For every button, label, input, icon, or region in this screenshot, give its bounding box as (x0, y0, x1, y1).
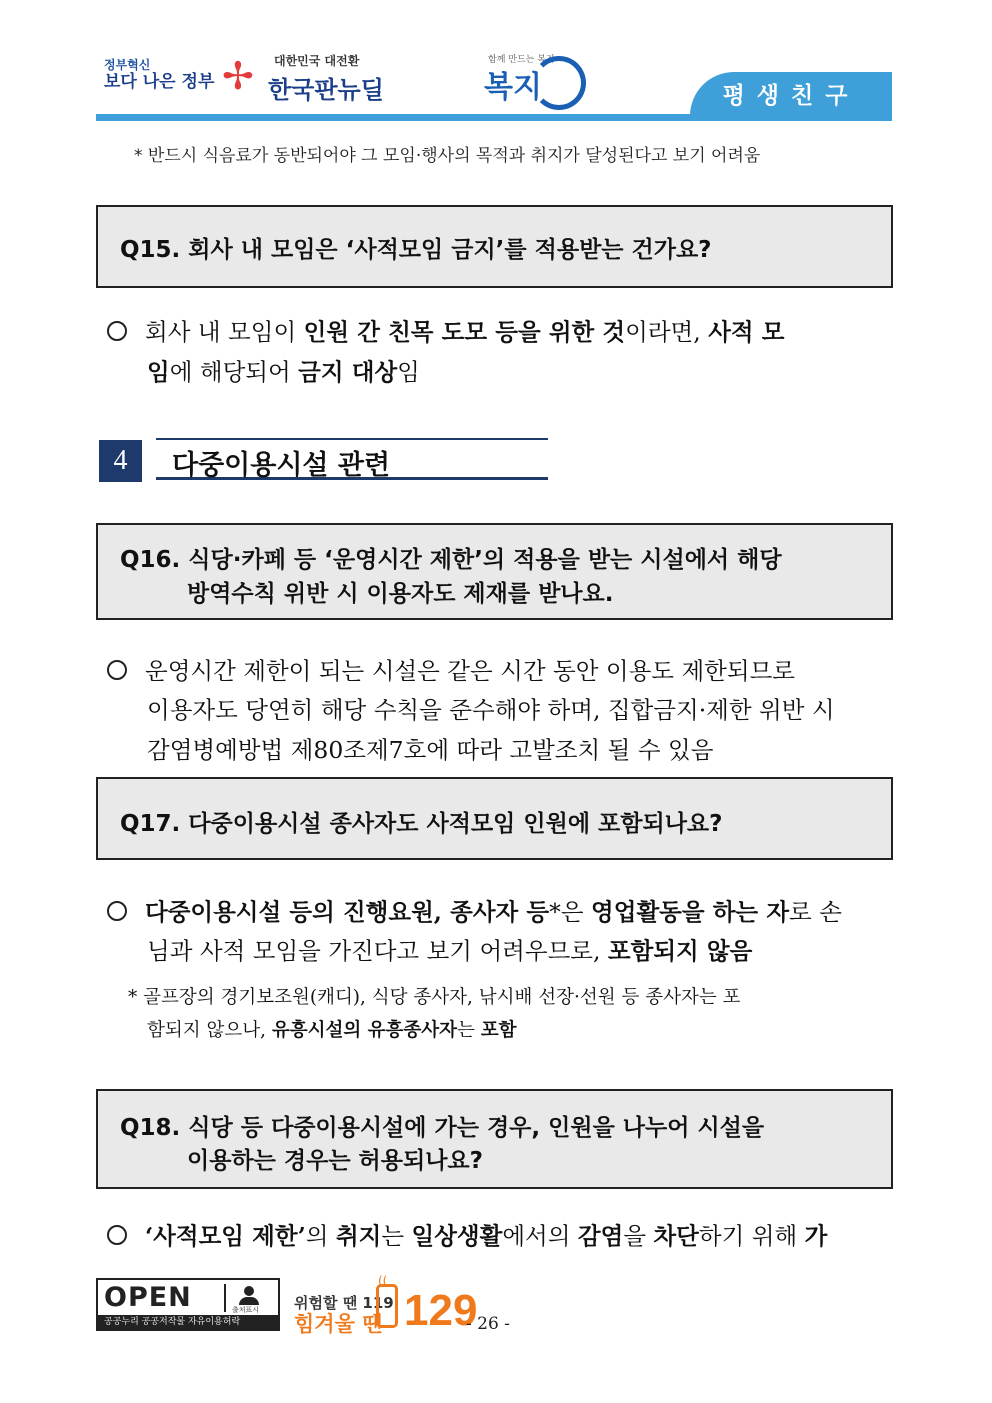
bold-text-segment: 유흥시설의 유흥종사자 (271, 1020, 458, 1041)
bold-text-segment: 영업활동을 하는 자 (591, 898, 790, 926)
answer-q16-line3: 감염병예방법 제80조제7호에 따라 고발조치 될 수 있음 (147, 736, 714, 764)
text-segment: 님과 사적 모임을 가진다고 보기 어려우므로, (147, 937, 608, 965)
bold-text-segment: 차단 (653, 1222, 699, 1250)
section-title: 다중이용시설 관련 (172, 450, 391, 481)
rich-line (147, 358, 420, 386)
text-segment: 이라면, (625, 318, 709, 346)
text-segment: 는 (381, 1222, 412, 1250)
bullet-circle-icon (107, 1225, 127, 1245)
rich-line (145, 898, 842, 926)
text-segment: 을 (623, 1222, 654, 1250)
logo2-small-text: 대한민국 대전환 (274, 54, 360, 68)
question-text-line1: Q18. 식당 등 다중이용시설에 가는 경우, 인원을 나누어 시설을 (120, 1115, 765, 1141)
bold-text-segment: 사적 모 (708, 318, 785, 346)
answer-q18-line1 (107, 1217, 827, 1251)
text-segment: 임 (397, 358, 420, 386)
bullet-circle-icon (107, 901, 127, 921)
hotline-number: 129 (404, 1286, 478, 1335)
bold-text-segment: 포함되지 않음 (607, 937, 753, 965)
answer-q17-line1 (107, 893, 842, 927)
text-segment: 에서의 (502, 1222, 578, 1250)
bold-text-segment: 임 (147, 358, 170, 386)
text-segment: *은 (549, 898, 592, 926)
note-q17-line2 (147, 1016, 517, 1042)
text-segment: 회사 내 모임이 (145, 318, 304, 346)
question-text: Q17. 다중이용시설 종사자도 사적모임 인원에 포함되나요? (120, 811, 723, 837)
bold-text-segment: 취지 (335, 1222, 382, 1250)
bold-text-segment: 포함 (480, 1020, 517, 1041)
text-segment: 에 해당되어 (169, 358, 299, 386)
bullet-circle-icon (107, 660, 127, 680)
text-segment: 는 (457, 1020, 481, 1041)
note-q17-line1: * 골프장의 경기보조원(캐디), 식당 종사자, 낚시배 선장·선원 등 종사자는 포 (128, 987, 741, 1008)
bold-text-segment: 가 (804, 1222, 828, 1250)
answer-q15-line1 (107, 313, 784, 347)
hotline-119-text: 위험할 땐 119 (294, 1294, 394, 1312)
logo3-small-text: 함께 만드는 복지 (488, 55, 555, 65)
new-deal-mark-icon: ✢ (222, 54, 254, 98)
logo1-big-text: 보다 나은 정부 (104, 72, 215, 92)
rich-line (145, 318, 784, 346)
page-number: - 26 - (466, 1314, 510, 1334)
bold-text-segment: ‘사적모임 제한’ (145, 1222, 306, 1250)
logo1-small-text: 정부혁신 (104, 58, 151, 72)
bokjiro-ring-icon (532, 56, 586, 110)
question-text: Q15. 회사 내 모임은 ‘사적모임 금지’를 적용받는 건가요? (120, 237, 712, 263)
bold-text-segment: 감염 (577, 1222, 624, 1250)
logo3-big-text: 복지 (484, 70, 542, 105)
text-segment: 의 (305, 1222, 336, 1250)
header-tab-lifelong-friend: 평생친구 (690, 72, 892, 118)
text-segment: 로 손 (789, 898, 842, 926)
top-footnote: * 반드시 식음료가 동반되어야 그 모임·행사의 목적과 취지가 달성된다고 보기 어려움 (134, 146, 761, 166)
text-segment: 하기 위해 (698, 1222, 805, 1250)
section-number: 4 (99, 440, 142, 482)
question-box-q17 (96, 777, 893, 860)
bold-text-segment: 다중이용시설 등의 진행요원, 종사자 등 (145, 898, 550, 926)
text-segment: 함되지 않으나, (147, 1020, 272, 1041)
bullet-circle-icon (107, 321, 127, 341)
kogl-open-license-badge (96, 1278, 280, 1331)
question-text-line1: Q16. 식당·카페 등 ‘운영시간 제한’의 적용을 받는 시설에서 해당 (120, 547, 782, 573)
answer-q16-line2: 이용자도 당연히 해당 수칙을 준수해야 하며, 집합금지·제한 위반 시 (147, 696, 835, 724)
signal-icon: (( (378, 1274, 388, 1288)
bold-text-segment: 인원 간 친목 도모 등을 위한 것 (303, 318, 626, 346)
bold-text-segment: 금지 대상 (298, 358, 398, 386)
section-title-box (156, 438, 548, 480)
open-label: OPEN (104, 1282, 192, 1313)
question-box-q18 (96, 1089, 893, 1189)
logo2-big-text: 한국판뉴딜 (268, 76, 384, 104)
answer-text: 운영시간 제한이 되는 시설은 같은 시간 동안 이용도 제한되므로 (145, 657, 795, 685)
attribution-label: 출처표시 (232, 1306, 260, 1314)
hotline-caption: 힘겨울 땐 (294, 1312, 383, 1336)
question-text-line2: 이용하는 경우는 허용되나요? (187, 1148, 483, 1174)
rich-line (147, 1020, 517, 1041)
attribution-person-icon (224, 1284, 272, 1312)
government-innovation-logo (104, 58, 214, 92)
rich-line (147, 937, 752, 965)
header-divider (96, 114, 892, 121)
answer-q15-line2 (147, 353, 420, 387)
question-text-line2: 방역수칙 위반 시 이용자도 제재를 받나요. (187, 581, 614, 607)
question-box-q16 (96, 523, 893, 620)
rich-line (145, 1222, 827, 1250)
answer-q16-line1 (107, 652, 795, 686)
bold-text-segment: 일상생활 (411, 1222, 503, 1250)
phone-icon (376, 1284, 398, 1328)
answer-q17-line2 (147, 932, 752, 966)
open-license-caption: 공공누리 공공저작물 자유이용허락 (98, 1315, 278, 1329)
question-box-q15 (96, 205, 893, 288)
